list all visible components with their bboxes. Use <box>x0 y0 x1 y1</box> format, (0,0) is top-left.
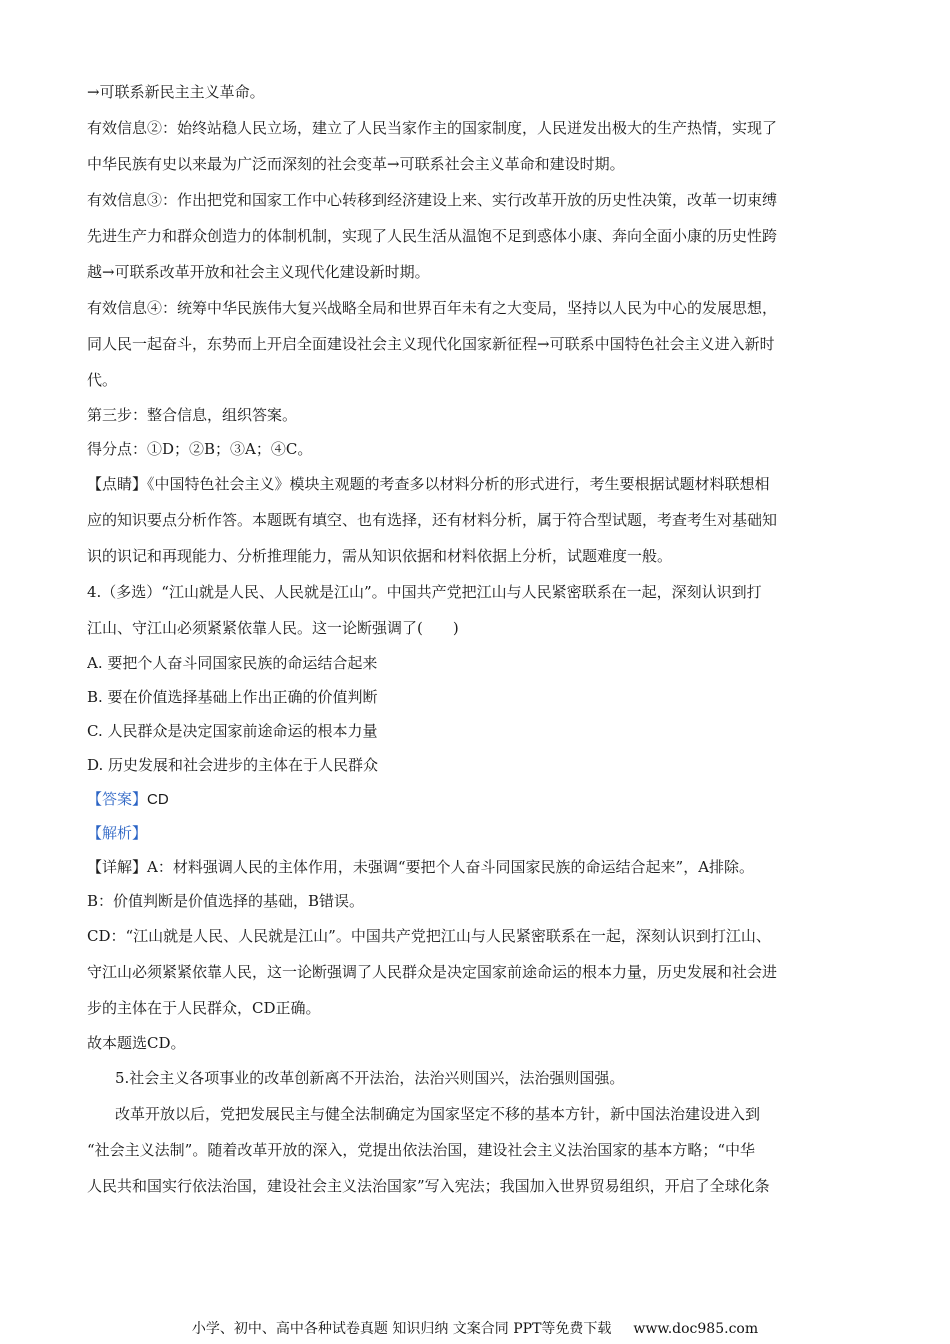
detail-line-4: 守江山必须紧紧依靠人民，这一论断强调了人民群众是决定国家前途命运的根本力量，历史发展和社会进 <box>87 963 778 981</box>
text-line: 有效信息④：统筹中华民族伟大复兴战略全局和世界百年未有之大变局，坚持以人民为中心的发展思想， <box>87 299 778 317</box>
question-5-line-3: “社会主义法制”。随着改革开放的深入，党提出依法治国，建设社会主义法治国家的基本方略；“中华 <box>87 1141 756 1159</box>
text-line: 有效信息③：作出把党和国家工作中心转移到经济建设上来、实行改革开放的历史性决策，改革一切束缚 <box>87 191 778 209</box>
text-line: 代。 <box>87 371 118 389</box>
dianjing-line-2: 应的知识要点分析作答。本题既有填空、也有选择，还有材料分析，属于符合型试题，考查考生对基础知 <box>87 511 778 529</box>
text-line: 中华民族有史以来最为广泛而深刻的社会变革→可联系社会主义革命和建设时期。 <box>87 155 625 173</box>
text-line: 先进生产力和群众创造力的体制机制，实现了人民生活从温饱不足到惑体小康、奔向全面小康的历史性跨 <box>87 227 778 245</box>
footer-text: 小学、初中、高中各种试卷真题 知识归纳 文案合同 PPT等免费下载 <box>191 1321 612 1337</box>
detail-text: A：材料强调人民的主体作用，未强调“要把个人奋斗同国家民族的命运结合起来”，A排除。 <box>147 858 755 876</box>
answer-tag: 【答案】 <box>87 790 148 808</box>
dianjing-line-1 <box>87 466 862 502</box>
option-d: D. 历史发展和社会进步的主体在于人民群众 <box>87 756 379 774</box>
document-body <box>87 74 862 1204</box>
analysis-line <box>87 816 862 850</box>
conclusion-line: 故本题选CD。 <box>87 1034 186 1052</box>
text-line: 同人民一起奋斗，东势而上开启全面建设社会主义现代化国家新征程→可联系中国特色社会主义进入新时 <box>87 335 775 353</box>
analysis-tag: 【解析】 <box>87 824 148 842</box>
text-line: 越→可联系改革开放和社会主义现代化建设新时期。 <box>87 263 430 281</box>
question-5-line-4: 人民共和国实行依法治国，建设社会主义法治国家”写入宪法；我国加入世界贸易组织，开启了全球化条 <box>87 1177 770 1195</box>
answer-line <box>87 782 862 816</box>
dianjing-line-3: 识的识记和再现能力、分析推理能力，需从知识依据和材料依据上分析，试题难度一般。 <box>87 547 673 565</box>
question-5-line-1: 5.社会主义各项事业的改革创新离不开法治，法治兴则国兴，法治强则国强。 <box>115 1069 625 1087</box>
dianjing-tag: 【点睛】 <box>87 475 148 493</box>
option-b: B. 要在价值选择基础上作出正确的价值判断 <box>87 688 378 706</box>
option-c: C. 人民群众是决定国家前途命运的根本力量 <box>87 722 378 740</box>
question-5-line-2: 改革开放以后，党把发展民主与健全法制确定为国家坚定不移的基本方针，新中国法治建设进入到 <box>115 1105 761 1123</box>
text-line: 第三步：整合信息，组织答案。 <box>87 406 298 424</box>
option-a: A. 要把个人奋斗同国家民族的命运结合起来 <box>87 654 378 672</box>
dianjing-text: 《中国特色社会主义》模块主观题的考查多以材料分析的形式进行，考生要根据试题材料联想相 <box>147 475 770 493</box>
question-4-stem-line-1: 4.（多选）“江山就是人民、人民就是江山”。中国共产党把江山与人民紧密联系在一起，深刻认识到打 <box>87 583 762 601</box>
detail-line-3: CD：“江山就是人民、人民就是江山”。中国共产党把江山与人民紧密联系在一起，深刻认识到打江山、 <box>87 927 771 945</box>
text-line: 得分点：①D；②B；③A；④C。 <box>87 440 313 458</box>
question-4-stem-line-2: 江山、守江山必须紧紧依靠人民。这一论断强调了( ) <box>87 619 459 637</box>
footer-site-link[interactable]: www.doc985.com <box>633 1321 759 1337</box>
answer-value: CD <box>147 791 169 808</box>
text-line: 有效信息②：始终站稳人民立场，建立了人民当家作主的国家制度，人民迸发出极大的生产热情，实现了 <box>87 119 778 137</box>
page-footer <box>0 1318 950 1338</box>
detail-line-5: 步的主体在于人民群众，CD正确。 <box>87 999 321 1017</box>
text-line: →可联系新民主主义革命。 <box>87 83 265 101</box>
detail-line-2: B：价值判断是价值选择的基础，B错误。 <box>87 892 365 910</box>
detail-tag: 【详解】 <box>87 858 148 876</box>
detail-line-1 <box>87 850 862 884</box>
